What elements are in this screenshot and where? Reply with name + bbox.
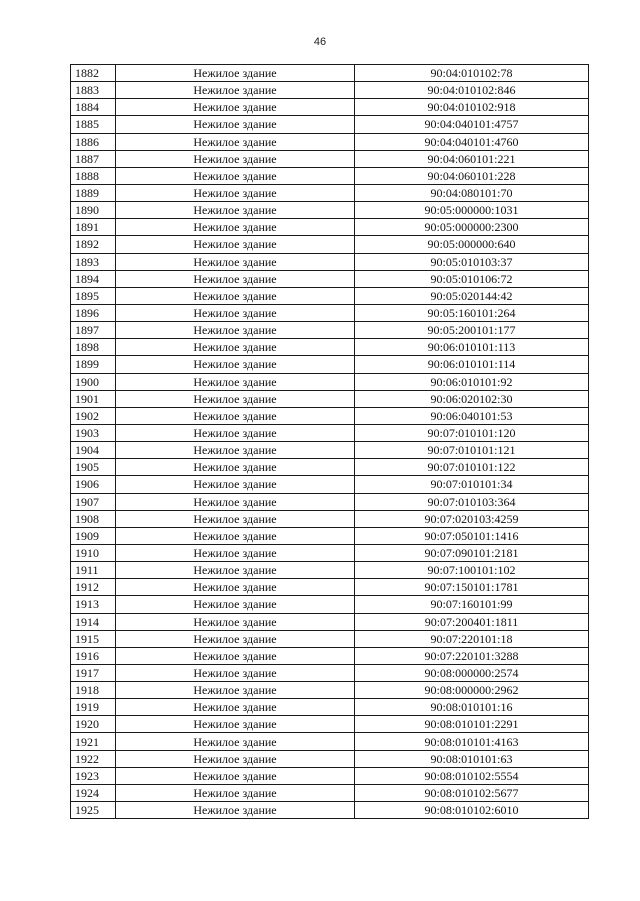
object-type-cell: Нежилое здание [116,236,355,253]
row-number-cell: 1918 [71,682,116,699]
row-number-cell: 1922 [71,750,116,767]
table-row [71,784,589,801]
object-type-cell: Нежилое здание [116,373,355,390]
page-number: 46 [313,36,327,48]
table-row [71,613,589,630]
cadastral-number-cell: 90:07:220101:3288 [355,647,589,664]
table-row [71,167,589,184]
table-row [71,287,589,304]
cadastral-number-cell: 90:07:150101:1781 [355,579,589,596]
object-type-cell: Нежилое здание [116,270,355,287]
object-type-cell: Нежилое здание [116,664,355,681]
cadastral-number-cell: 90:04:010102:78 [355,65,589,82]
table-row [71,562,589,579]
table-row [71,99,589,116]
table-row [71,133,589,150]
property-registry-table [70,64,589,819]
table-row [71,733,589,750]
table-row [71,647,589,664]
object-type-cell: Нежилое здание [116,442,355,459]
row-number-cell: 1908 [71,510,116,527]
table-row [71,510,589,527]
object-type-cell: Нежилое здание [116,167,355,184]
table-row [71,219,589,236]
row-number-cell: 1900 [71,373,116,390]
row-number-cell: 1917 [71,664,116,681]
table-row [71,236,589,253]
table-row [71,442,589,459]
table-row [71,82,589,99]
row-number-cell: 1897 [71,322,116,339]
row-number-cell: 1885 [71,116,116,133]
cadastral-number-cell: 90:05:160101:264 [355,304,589,321]
row-number-cell: 1893 [71,253,116,270]
object-type-cell: Нежилое здание [116,65,355,82]
row-number-cell: 1891 [71,219,116,236]
cadastral-number-cell: 90:08:010101:2291 [355,716,589,733]
cadastral-number-cell: 90:07:010101:121 [355,442,589,459]
object-type-cell: Нежилое здание [116,356,355,373]
row-number-cell: 1910 [71,544,116,561]
object-type-cell: Нежилое здание [116,647,355,664]
object-type-cell: Нежилое здание [116,579,355,596]
object-type-cell: Нежилое здание [116,562,355,579]
object-type-cell: Нежилое здание [116,184,355,201]
row-number-cell: 1896 [71,304,116,321]
row-number-cell: 1920 [71,716,116,733]
object-type-cell: Нежилое здание [116,699,355,716]
cadastral-number-cell: 90:06:040101:53 [355,407,589,424]
table-row [71,339,589,356]
object-type-cell: Нежилое здание [116,630,355,647]
object-type-cell: Нежилое здание [116,544,355,561]
table-body [71,65,589,819]
cadastral-number-cell: 90:05:000000:2300 [355,219,589,236]
cadastral-number-cell: 90:08:000000:2962 [355,682,589,699]
cadastral-number-cell: 90:04:060101:221 [355,150,589,167]
cadastral-number-cell: 90:06:010101:92 [355,373,589,390]
cadastral-number-cell: 90:04:040101:4760 [355,133,589,150]
object-type-cell: Нежилое здание [116,682,355,699]
table-row [71,304,589,321]
object-type-cell: Нежилое здание [116,716,355,733]
row-number-cell: 1912 [71,579,116,596]
cadastral-number-cell: 90:05:200101:177 [355,322,589,339]
row-number-cell: 1892 [71,236,116,253]
cadastral-number-cell: 90:05:010103:37 [355,253,589,270]
table-row [71,116,589,133]
object-type-cell: Нежилое здание [116,527,355,544]
row-number-cell: 1890 [71,202,116,219]
object-type-cell: Нежилое здание [116,390,355,407]
row-number-cell: 1923 [71,767,116,784]
row-number-cell: 1889 [71,184,116,201]
table-row [71,322,589,339]
cadastral-number-cell: 90:08:010101:63 [355,750,589,767]
table-row [71,493,589,510]
table-row [71,270,589,287]
cadastral-number-cell: 90:05:010106:72 [355,270,589,287]
object-type-cell: Нежилое здание [116,116,355,133]
object-type-cell: Нежилое здание [116,407,355,424]
table-row [71,373,589,390]
cadastral-number-cell: 90:07:050101:1416 [355,527,589,544]
object-type-cell: Нежилое здание [116,459,355,476]
object-type-cell: Нежилое здание [116,476,355,493]
object-type-cell: Нежилое здание [116,767,355,784]
cadastral-number-cell: 90:08:000000:2574 [355,664,589,681]
cadastral-number-cell: 90:07:010103:364 [355,493,589,510]
table-row [71,253,589,270]
cadastral-number-cell: 90:07:090101:2181 [355,544,589,561]
row-number-cell: 1919 [71,699,116,716]
table-row [71,356,589,373]
table-row [71,682,589,699]
cadastral-number-cell: 90:04:040101:4757 [355,116,589,133]
table-row [71,716,589,733]
object-type-cell: Нежилое здание [116,99,355,116]
table-row [71,527,589,544]
cadastral-number-cell: 90:07:220101:18 [355,630,589,647]
cadastral-number-cell: 90:04:060101:228 [355,167,589,184]
table-row [71,767,589,784]
table-row [71,750,589,767]
row-number-cell: 1895 [71,287,116,304]
cadastral-number-cell: 90:06:010101:113 [355,339,589,356]
object-type-cell: Нежилое здание [116,133,355,150]
row-number-cell: 1887 [71,150,116,167]
object-type-cell: Нежилое здание [116,82,355,99]
cadastral-number-cell: 90:08:010102:5554 [355,767,589,784]
row-number-cell: 1883 [71,82,116,99]
row-number-cell: 1915 [71,630,116,647]
row-number-cell: 1909 [71,527,116,544]
cadastral-number-cell: 90:04:010102:918 [355,99,589,116]
table-row [71,459,589,476]
cadastral-number-cell: 90:07:020103:4259 [355,510,589,527]
row-number-cell: 1899 [71,356,116,373]
row-number-cell: 1903 [71,424,116,441]
object-type-cell: Нежилое здание [116,287,355,304]
row-number-cell: 1886 [71,133,116,150]
table-row [71,596,589,613]
table-row [71,184,589,201]
table-row [71,65,589,82]
cadastral-number-cell: 90:08:010102:6010 [355,802,589,819]
table-row [71,476,589,493]
row-number-cell: 1905 [71,459,116,476]
object-type-cell: Нежилое здание [116,784,355,801]
row-number-cell: 1914 [71,613,116,630]
row-number-cell: 1925 [71,802,116,819]
table-row [71,699,589,716]
object-type-cell: Нежилое здание [116,424,355,441]
cadastral-number-cell: 90:05:000000:1031 [355,202,589,219]
object-type-cell: Нежилое здание [116,733,355,750]
row-number-cell: 1898 [71,339,116,356]
cadastral-number-cell: 90:08:010102:5677 [355,784,589,801]
object-type-cell: Нежилое здание [116,202,355,219]
cadastral-number-cell: 90:07:200401:1811 [355,613,589,630]
table-row [71,424,589,441]
row-number-cell: 1906 [71,476,116,493]
cadastral-number-cell: 90:07:100101:102 [355,562,589,579]
cadastral-number-cell: 90:07:160101:99 [355,596,589,613]
object-type-cell: Нежилое здание [116,322,355,339]
row-number-cell: 1924 [71,784,116,801]
cadastral-number-cell: 90:07:010101:120 [355,424,589,441]
table-row [71,390,589,407]
table-row [71,630,589,647]
cadastral-number-cell: 90:06:020102:30 [355,390,589,407]
cadastral-number-cell: 90:04:080101:70 [355,184,589,201]
row-number-cell: 1884 [71,99,116,116]
table-row [71,579,589,596]
object-type-cell: Нежилое здание [116,750,355,767]
cadastral-number-cell: 90:05:000000:640 [355,236,589,253]
object-type-cell: Нежилое здание [116,596,355,613]
table-row [71,202,589,219]
table-row [71,664,589,681]
row-number-cell: 1904 [71,442,116,459]
row-number-cell: 1921 [71,733,116,750]
row-number-cell: 1913 [71,596,116,613]
row-number-cell: 1911 [71,562,116,579]
cadastral-number-cell: 90:07:010101:34 [355,476,589,493]
row-number-cell: 1916 [71,647,116,664]
cadastral-number-cell: 90:05:020144:42 [355,287,589,304]
object-type-cell: Нежилое здание [116,802,355,819]
row-number-cell: 1901 [71,390,116,407]
cadastral-number-cell: 90:08:010101:16 [355,699,589,716]
cadastral-number-cell: 90:08:010101:4163 [355,733,589,750]
cadastral-number-cell: 90:07:010101:122 [355,459,589,476]
cadastral-number-cell: 90:04:010102:846 [355,82,589,99]
object-type-cell: Нежилое здание [116,613,355,630]
table-row [71,544,589,561]
row-number-cell: 1882 [71,65,116,82]
row-number-cell: 1907 [71,493,116,510]
row-number-cell: 1888 [71,167,116,184]
object-type-cell: Нежилое здание [116,304,355,321]
object-type-cell: Нежилое здание [116,510,355,527]
table-row [71,802,589,819]
object-type-cell: Нежилое здание [116,253,355,270]
object-type-cell: Нежилое здание [116,493,355,510]
object-type-cell: Нежилое здание [116,219,355,236]
object-type-cell: Нежилое здание [116,150,355,167]
cadastral-number-cell: 90:06:010101:114 [355,356,589,373]
object-type-cell: Нежилое здание [116,339,355,356]
row-number-cell: 1902 [71,407,116,424]
table-row [71,407,589,424]
table-row [71,150,589,167]
row-number-cell: 1894 [71,270,116,287]
